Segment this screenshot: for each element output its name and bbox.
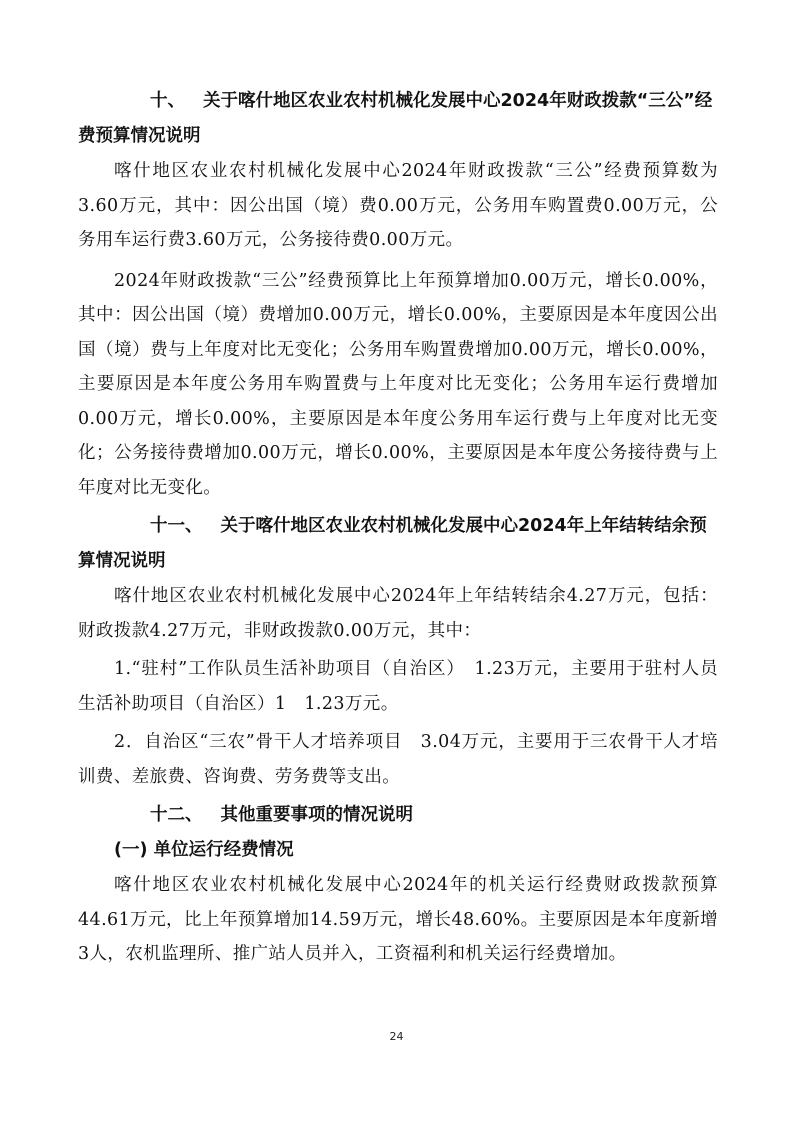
section-11-paragraph-2: 1.“驻村”工作队员生活补助项目（自治区） 1.23万元，主要用于驻村人员生活补助项目（自治区）1 1.23万元。 [78,659,718,714]
section-11-paragraph-1: 喀什地区农业农村机械化发展中心2024年上年结转结余4.27万元，包括：财政拨款4.27万元，非财政拨款0.00万元，其中： [78,586,718,641]
section-10-number: 十、 [150,91,185,111]
section-11-paragraph-3: 2．自治区“三农”骨干人才培养项目 3.04万元，主要用于三农骨干人才培训费、差旅费、咨询费、劳务费等支出。 [78,732,718,787]
section-10-paragraph-2: 2024年财政拨款“三公”经费预算比上年预算增加0.00万元，增长0.00%，其中：因公出国（境）费增加0.00万元，增长0.00%，主要原因是本年度因公出国（境）费与上年度对比无变化；公务用车购置费增加0.00万元，增长0.00%，主要原因是本年度公务用车购置费与上年度对比无变化；公务用车运行费增加0.00万元，增长0.00%，主要原因是本年度公务用车运行费与上年度对比无变化；公务接待费增加0.00万元，增长0.00%，主要原因是本年度公务接待费与上年度对比无变化。 [78,270,718,498]
section-10-heading [78,84,718,154]
section-11-title: 关于喀什地区农业农村机械化发展中心2024年上年结转结余预算情况说明 [78,516,707,571]
section-12-paragraph-1: 喀什地区农业农村机械化发展中心2024年的机关运行经费财政拨款预算44.61万元，比上年预算增加14.59万元，增长48.60%。主要原因是本年度新增3人，农机监理所、推广站人员并入，工资福利和机关运行经费增加。 [78,875,718,964]
section-11-number: 十一、 [150,516,203,536]
section-12-heading [78,798,718,833]
section-12-subheading-1: (一) 单位运行经费情况 [114,840,294,860]
section-11-heading [78,509,718,579]
section-10-title: 关于喀什地区农业农村机械化发展中心2024年财政拨款“三公”经费预算情况说明 [78,91,713,146]
page-content [78,84,718,972]
page-number: 24 [389,1030,404,1043]
section-12-number: 十二、 [150,805,203,825]
section-12-title: 其他重要事项的情况说明 [220,805,413,825]
section-10-paragraph-1: 喀什地区农业农村机械化发展中心2024年财政拨款“三公”经费预算数为3.60万元，其中：因公出国（境）费0.00万元，公务用车购置费0.00万元，公务用车运行费3.60万元，公务接待费0.00万元。 [78,161,718,250]
